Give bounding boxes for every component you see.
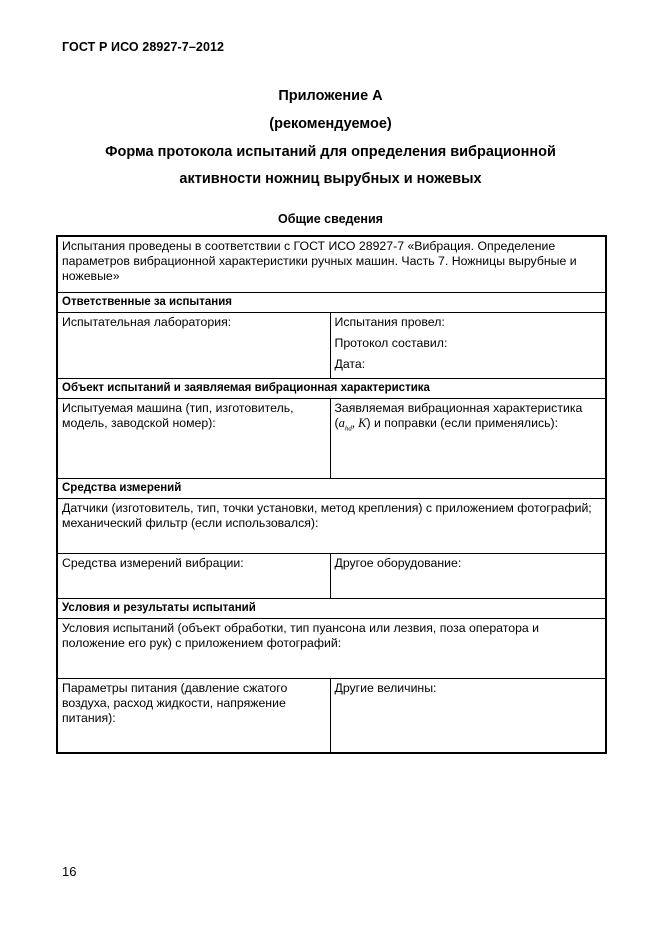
declared-value-cell — [330, 398, 606, 478]
date-label: Дата: — [334, 356, 366, 371]
section-object: Объект испытаний и заявляемая вибрационная характеристика — [57, 378, 606, 398]
lab-cell: Испытательная лаборатория: — [57, 312, 330, 378]
vibration-means-cell: Средства измерений вибрации: — [57, 553, 330, 598]
section-responsible: Ответственные за испытания — [57, 292, 606, 312]
var-a-sub: hd — [344, 424, 352, 432]
sensors-cell: Датчики (изготовитель, тип, точки установки, метод крепления) с приложением фотографий; механический фильтр (если использовался): — [57, 498, 606, 553]
var-sep: , — [351, 415, 359, 430]
var-k: K — [358, 415, 367, 430]
responsible-cell — [330, 312, 606, 378]
other-values-cell: Другие величины: — [330, 678, 606, 753]
tested-by-label: Испытания провел: — [334, 314, 445, 329]
appendix-status: (рекомендуемое) — [269, 116, 392, 132]
general-info-heading: Общие сведения — [278, 212, 383, 226]
other-equipment-cell: Другое оборудование: — [330, 553, 606, 598]
var-a: a — [338, 415, 345, 430]
section-conditions: Условия и результаты испытаний — [57, 598, 606, 618]
declared-suffix: ) и поправки (если применялись): — [366, 415, 559, 430]
test-conditions-cell: Условия испытаний (объект обработки, тип пуансона или лезвия, поза оператора и положение его рук) с приложением фотографий: — [57, 618, 606, 678]
machine-cell: Испытуемая машина (тип, изготовитель, модель, заводской номер): — [57, 398, 330, 478]
appendix-title: Приложение А — [278, 88, 383, 104]
test-report-form — [56, 235, 607, 754]
report-by-label: Протокол составил: — [334, 335, 448, 350]
form-title-line-2: активности ножниц вырубных и ножевых — [179, 171, 482, 187]
form-title-line-1: Форма протокола испытаний для определения вибрационной — [105, 144, 556, 160]
document-header: ГОСТ Р ИСО 28927-7–2012 — [62, 40, 225, 54]
page-number: 16 — [62, 864, 77, 879]
intro-cell: Испытания проведены в соответствии с ГОСТ ИСО 28927-7 «Вибрация. Определение параметров вибрационной характеристики ручных машин. Часть 7. Ножницы вырубные и ножевые» — [57, 236, 606, 292]
power-params-cell: Параметры питания (давление сжатого воздуха, расход жидкости, напряжение питания): — [57, 678, 330, 753]
section-measurement: Средства измерений — [57, 478, 606, 498]
declared-prefix: Заявляемая вибрационная характеристика ( — [334, 400, 583, 430]
